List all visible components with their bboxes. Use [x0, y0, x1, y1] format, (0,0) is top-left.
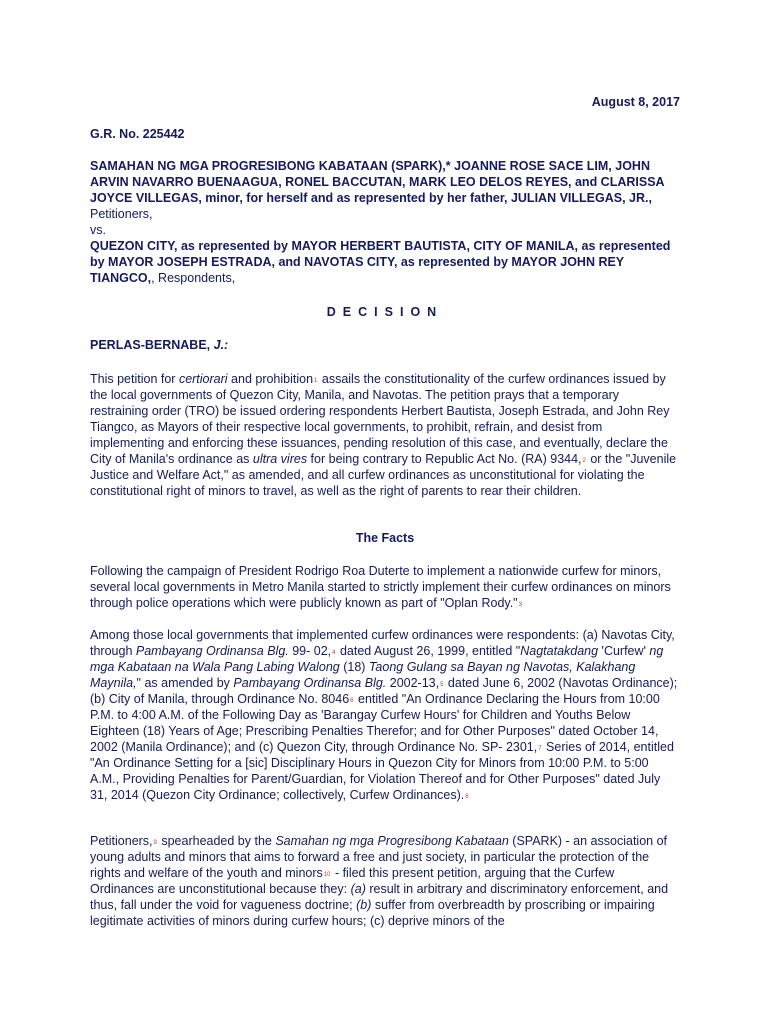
petitioners-role: Petitioners, — [90, 207, 153, 221]
footnote-ref[interactable]: 7 — [538, 746, 542, 752]
footnote-ref[interactable]: 8 — [465, 794, 469, 800]
footnote-ref[interactable]: 10 — [323, 872, 331, 878]
footnote-ref[interactable]: 9 — [153, 840, 157, 846]
respondents-role: , Respondents, — [151, 271, 236, 285]
footnote-ref[interactable]: 4 — [332, 650, 336, 656]
respondents-names: QUEZON CITY, as represented by MAYOR HERBERT BAUTISTA, CITY OF MANILA, as represented by MAYOR JOSEPH ESTRADA, and NAVOTAS CITY, as represented by MAYOR JOHN REY TIANGCO, — [90, 239, 671, 285]
facts-heading: The Facts — [355, 531, 415, 545]
footnote-ref[interactable]: 6 — [350, 698, 354, 704]
versus-label: vs. — [90, 223, 106, 237]
paragraph-facts-3: Petitioners,$^9$ spearheaded by the Samahan ng mga Progresibong Kabataan (SPARK) - an association of young adults and minors that aims to forward a free and just society, in particular the protection of the rights and welfare of the youth and minors$^{10}$ - filed this present petition, arguing that the Curfew Ordinances are unconstitutional because they: (a) result in arbitrary and discriminatory enforcement, and thus, fall under the void for vagueness doctrine; (b) suffer from overbreadth by proscribing or impairing legitimate activities of minors during curfew hours; (c) deprive minors of the — [90, 834, 669, 928]
petitioners-names: SAMAHAN NG MGA PROGRESIBONG KABATAAN (SPARK),* JOANNE ROSE SACE LIM, JOHN ARVIN NAVARRO BUENAAGUA, RONEL BACCUTAN, MARK LEO DELOS REYES, and CLARISSA JOYCE VILLEGAS, minor, for herself and as represented by her father, JULIAN VILLEGAS, JR., — [90, 159, 665, 205]
case-number: G.R. No. 225442 — [90, 127, 185, 141]
footnote-ref[interactable]: 3 — [518, 602, 522, 608]
footnote-ref[interactable]: 2 — [582, 458, 586, 464]
respondents-block — [90, 238, 680, 286]
footnote-ref[interactable]: 5 — [440, 682, 444, 688]
decision-heading: DECISION — [326, 305, 444, 319]
paragraph-facts-1: Following the campaign of President Rodrigo Roa Duterte to implement a nationwide curfew for minors, several local governments in Metro Manila started to strictly implement their curfew ordinances on minors through police operations which were publicly known as part of "Oplan Rody."$^3$ — [90, 564, 671, 610]
paragraph-facts-2: Among those local governments that implemented curfew ordinances were respondents: (a) Navotas City, through Pambayang Ordinansa Blg. 99- 02,$^4$ dated August 26, 1999, entitled "Nagtatakdang 'Curfew' ng mga Kabataan na Wala Pang Labing Walong (18) Taong Gulang sa Bayan ng Navotas, Kalakhang Maynila," as amended by Pambayang Ordinansa Blg. 2002-13,$^5$ dated June 6, 2002 (Navotas Ordinance); (b) City of Manila, through Ordinance No. 8046$^6$ entitled "An Ordinance Declaring the Hours from 10:00 P.M. to 4:00 A.M. of the Following Day as 'Barangay Curfew Hours' for Children and Youths Below Eighteen (18) Years of Age; Prescribing Penalties Therefor; and for Other Purposes" dated October 14, 2002 (Manila Ordinance); and (c) Quezon City, through Ordinance No. SP- 2301,$^7$ Series of 2014, entitled "An Ordinance Setting for a [sic] Disciplinary Hours in Quezon City for Minors from 10:00 P.M. to 5:00 A.M., Providing Penalties for Parent/Guardian, for Violation Thereof and for Other Purposes" dated July 31, 2014 (Quezon City Ordinance; collectively, Curfew Ordinances).$^8$ — [90, 628, 678, 802]
paragraph-introduction: This petition for certiorari and prohibition$^1$ assails the constitutionality of the curfew ordinances issued by the local governments of Quezon City, Manila, and Navotas. The petition prays that a temporary restraining order (TRO) be issued ordering respondents Herbert Bautista, Joseph Estrada, and John Rey Tiangco, as Mayors of their respective local governments, to prohibit, refrain, and desist from implementing and enforcing these issuances, pending resolution of this case, and eventually, declare the City of Manila's ordinance as ultra vires for being contrary to Republic Act No. (RA) 9344,$^2$ or the "Juvenile Justice and Welfare Act," as amended, and all curfew ordinances as unconstitutional for violating the constitutional right of minors to travel, as well as the right of parents to rear their children. — [90, 372, 677, 498]
petitioners-block — [90, 158, 680, 222]
decision-date: August 8, 2017 — [591, 95, 680, 109]
ponente: PERLAS-BERNABE, J.: — [90, 338, 229, 352]
footnote-ref[interactable]: 1 — [314, 378, 318, 384]
